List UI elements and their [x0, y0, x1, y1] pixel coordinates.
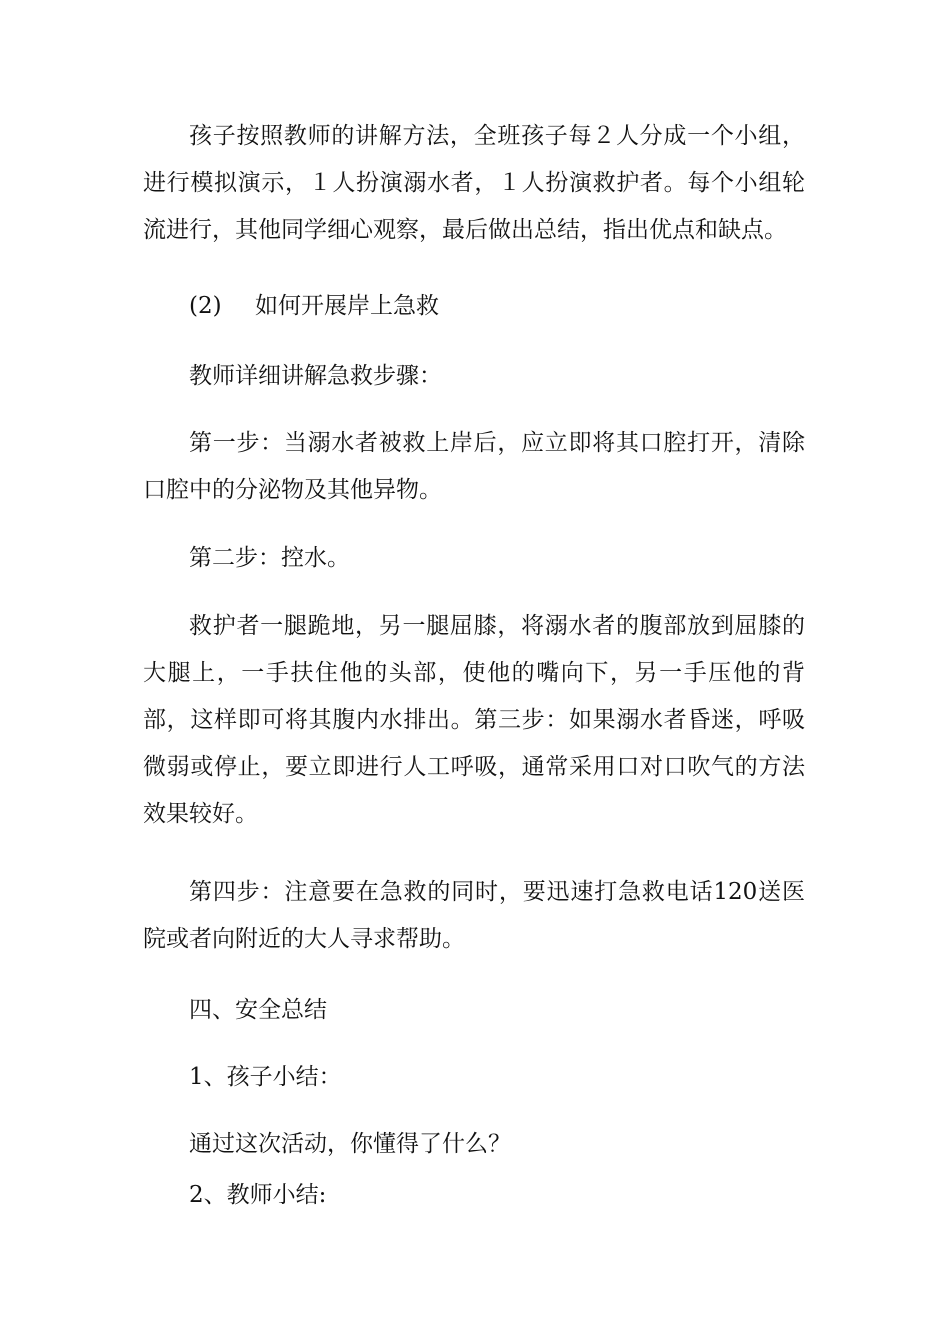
paragraph-step-two-detail: 救护者一腿跪地，另一腿屈膝，将溺水者的腹部放到屈膝的大腿上，一手扶住他的头部，使他的嘴向下，另一手压他的背部，这样即可将其腹内水排出。第三步：如果溺水者昏迷，呼吸微弱或停止，要立即进行人工呼吸，通常采用口对口吹气的方法效果较好。 — [143, 613, 805, 827]
paragraph-group-demo: 孩子按照教师的讲解方法，全班孩子每２人分成一个小组，进行模拟演示，１人扮演溺水者，１人扮演救护者。每个小组轮流进行，其他同学细心观察，最后做出总结，指出优点和缺点。 — [143, 123, 805, 243]
paragraph-step-two: 第二步：控水。 — [189, 545, 350, 571]
paragraph-teacher-explains: 教师详细讲解急救步骤： — [189, 363, 442, 389]
section-heading-safety-summary: 四、安全总结 — [189, 997, 327, 1023]
paragraph-question: 通过这次活动，你懂得了什么？ — [189, 1131, 511, 1157]
section-title: 如何开展岸上急救 — [255, 293, 439, 319]
section-number: (2) — [189, 293, 222, 319]
subheading-teacher-summary: 2、教师小结: — [189, 1182, 327, 1208]
paragraph-step-one: 第一步：当溺水者被救上岸后，应立即将其口腔打开，清除口腔中的分泌物及其他异物。 — [143, 430, 805, 503]
subheading-child-summary: 1、孩子小结： — [189, 1064, 342, 1090]
section-heading-shore-rescue — [189, 283, 439, 330]
paragraph-step-four: 第四步：注意要在急救的同时，要迅速打急救电话120送医院或者向附近的大人寻求帮助。 — [143, 879, 805, 952]
